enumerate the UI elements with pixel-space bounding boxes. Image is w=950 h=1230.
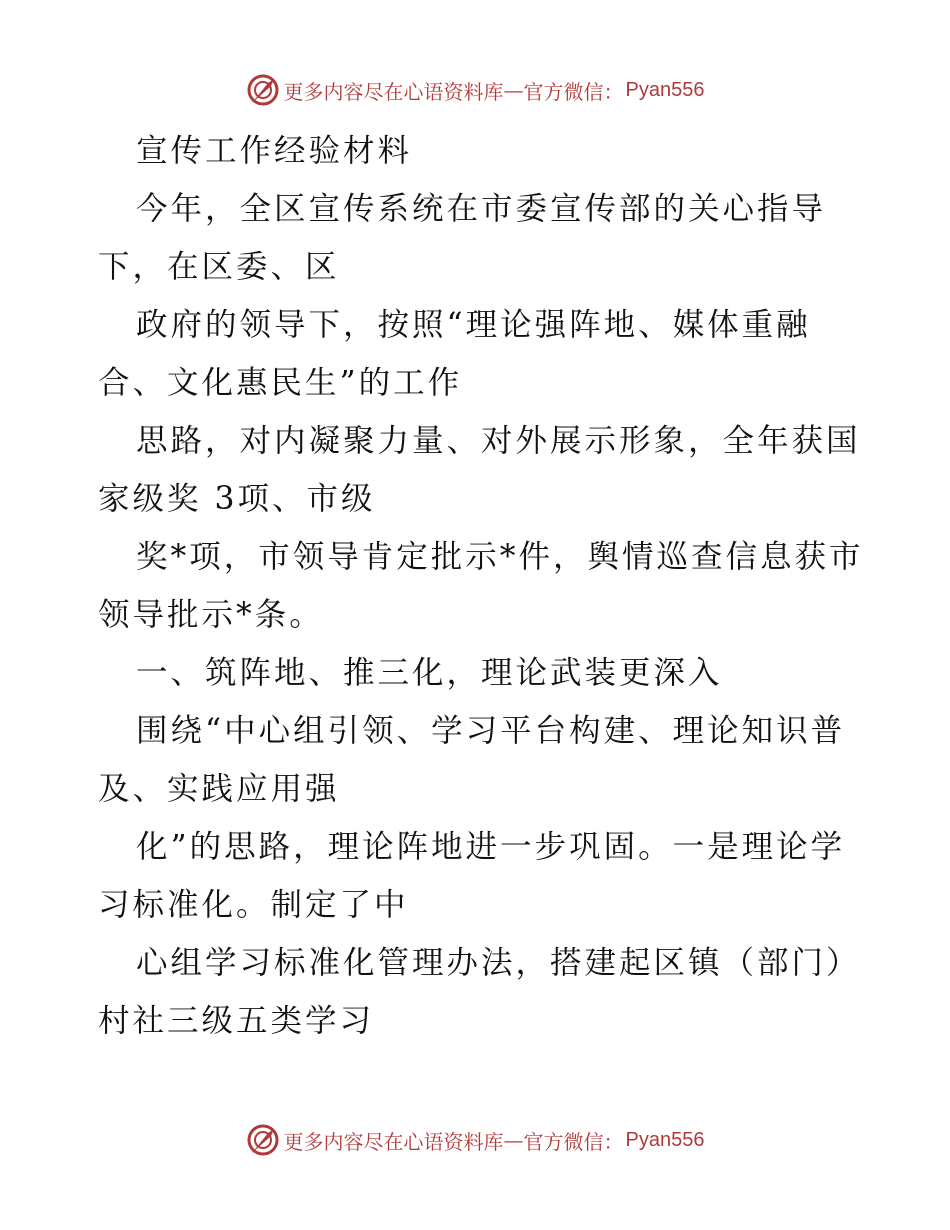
banner-separator: —: [503, 78, 524, 102]
banner-wechat-label: 官方微信：: [523, 79, 624, 104]
doc-line: 领导批示*条。: [98, 597, 324, 633]
banner-wechat-label: 官方微信：: [523, 1129, 624, 1154]
doc-line: 政府的领导下，按照“理论强阵地、媒体重融: [136, 307, 811, 343]
banner-wechat-id: Pyan556: [625, 1128, 705, 1151]
quill-logo-icon: [246, 1123, 280, 1157]
banner-separator: —: [503, 1128, 524, 1152]
doc-line: 家级奖 3项、市级: [98, 481, 376, 517]
quill-logo-icon: [246, 73, 280, 107]
doc-line: 及、实践应用强: [98, 771, 340, 807]
section-heading: 一、筑阵地、推三化，理论武装更深入: [136, 655, 723, 691]
doc-line: 习标准化。制定了中: [98, 887, 409, 923]
banner-text: 更多内容尽在心语资料库: [283, 1129, 504, 1154]
doc-line: 围绕“中心组引领、学习平台构建、理论知识普: [136, 713, 846, 749]
footer-banner: [0, 1120, 950, 1160]
banner-wechat-id: Pyan556: [625, 78, 705, 101]
doc-line: 思路，对内凝聚力量、对外展示形象，全年获国: [136, 423, 861, 459]
doc-line: 合、文化惠民生”的工作: [98, 365, 463, 401]
doc-line: 心组学习标准化管理办法，搭建起区镇（部门）: [136, 945, 861, 981]
doc-line: 村社三级五类学习: [98, 1003, 375, 1039]
header-banner: [0, 70, 950, 110]
doc-line: 下，在区委、区: [98, 249, 340, 285]
doc-line: 今年，全区宣传系统在市委宣传部的关心指导: [136, 191, 827, 227]
banner-text: 更多内容尽在心语资料库: [283, 79, 504, 104]
doc-line: 化”的思路，理论阵地进一步巩固。一是理论学: [136, 829, 846, 865]
doc-title: 宣传工作经验材料: [136, 133, 413, 169]
doc-line: 奖*项，市领导肯定批示*件，舆情巡查信息获市: [136, 539, 864, 575]
